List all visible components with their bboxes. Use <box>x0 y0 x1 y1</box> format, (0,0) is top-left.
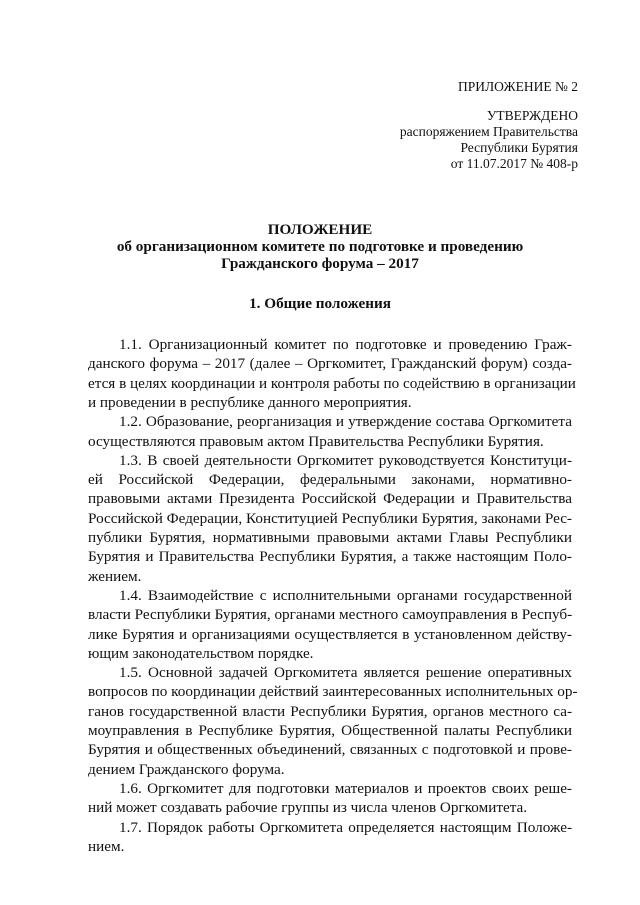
paragraph-line: данского форума – 2017 (далее – Оргкомитет, Гражданский форум) созда- <box>88 355 572 373</box>
section-heading: 1. Общие положения <box>249 295 391 312</box>
paragraph-line: осуществляются правовым актом Правительства Республики Бурятия. <box>88 432 544 450</box>
paragraph-line: 1.7. Порядок работы Оргкомитета определяется настоящим Положе- <box>119 818 572 836</box>
paragraph-line: 1.3. В своей деятельности Оргкомитет руководствуется Конституци- <box>119 451 572 469</box>
approval-order-date: от 11.07.2017 № 408-р <box>450 156 578 171</box>
approval-order-line2: Республики Бурятия <box>460 140 578 155</box>
paragraph-line: ющим законодательством порядке. <box>88 644 314 662</box>
paragraph-line: 1.4. Взаимодействие с исполнительными органами государственной <box>119 586 572 604</box>
paragraph-line: моуправления в Республике Бурятия, Общественной палаты Республики <box>88 722 572 739</box>
paragraph-line: Бурятия и Правительства Республики Бурятия, а также настоящим Поло- <box>88 548 572 566</box>
document-subtitle-line2: Гражданского форума – 2017 <box>221 255 419 272</box>
paragraph-line: 1.6. Оргкомитет для подготовки материалов и проектов своих реше- <box>119 779 572 797</box>
document-title: ПОЛОЖЕНИЕ <box>267 221 373 238</box>
paragraph-line: Российской Федерации, Конституцией Республики Бурятия, законами Рес- <box>88 509 572 527</box>
paragraph-line: ний может создавать рабочие группы из числа членов Оргкомитета. <box>88 799 528 817</box>
paragraph-line: вопросов по координации действий заинтересованных исполнительных ор- <box>88 683 578 701</box>
paragraph-line: ется в целях координации и контроля работы по содействию в организации <box>88 374 576 392</box>
paragraph-line: нием. <box>88 837 125 855</box>
appendix-number: ПРИЛОЖЕНИЕ № 2 <box>457 79 578 94</box>
paragraph-line: ганов государственной власти Республики Бурятия, органов местного са- <box>88 702 572 720</box>
paragraph-line: 1.5. Основной задачей Оргкомитета является решение оперативных <box>119 664 572 682</box>
paragraph-line: Бурятия и общественных объединений, связанных с подготовкой и прове- <box>88 741 572 759</box>
approval-stamp: УТВЕРЖДЕНО <box>486 108 578 123</box>
paragraph-line: публики Бурятия, нормативными правовыми актами Главы Республики <box>88 529 572 546</box>
paragraph-line: ей Российской Федерации, федеральными законами, нормативно- <box>88 471 572 489</box>
paragraph-line: дением Гражданского форума. <box>88 760 285 778</box>
paragraph-line: жением. <box>88 567 142 585</box>
paragraph-line: лике Бурятия и организациями осуществляется в установленном действу- <box>88 625 572 643</box>
paragraph-line: правовыми актами Президента Российской Федерации и Правительства <box>88 490 572 508</box>
document-subtitle-line1: об организационном комитете по подготовке и проведению <box>116 238 524 255</box>
paragraph-line: 1.1. Организационный комитет по подготовке и проведению Граж- <box>119 336 572 353</box>
paragraph-line: 1.2. Образование, реорганизация и утверждение состава Оргкомитета <box>119 413 572 431</box>
paragraph-line: власти Республики Бурятия, органами местного самоуправления в Респуб- <box>88 606 573 624</box>
paragraph-line: и проведении в республике данного мероприятия. <box>88 393 412 411</box>
approval-order-line1: распоряжением Правительства <box>399 124 578 139</box>
